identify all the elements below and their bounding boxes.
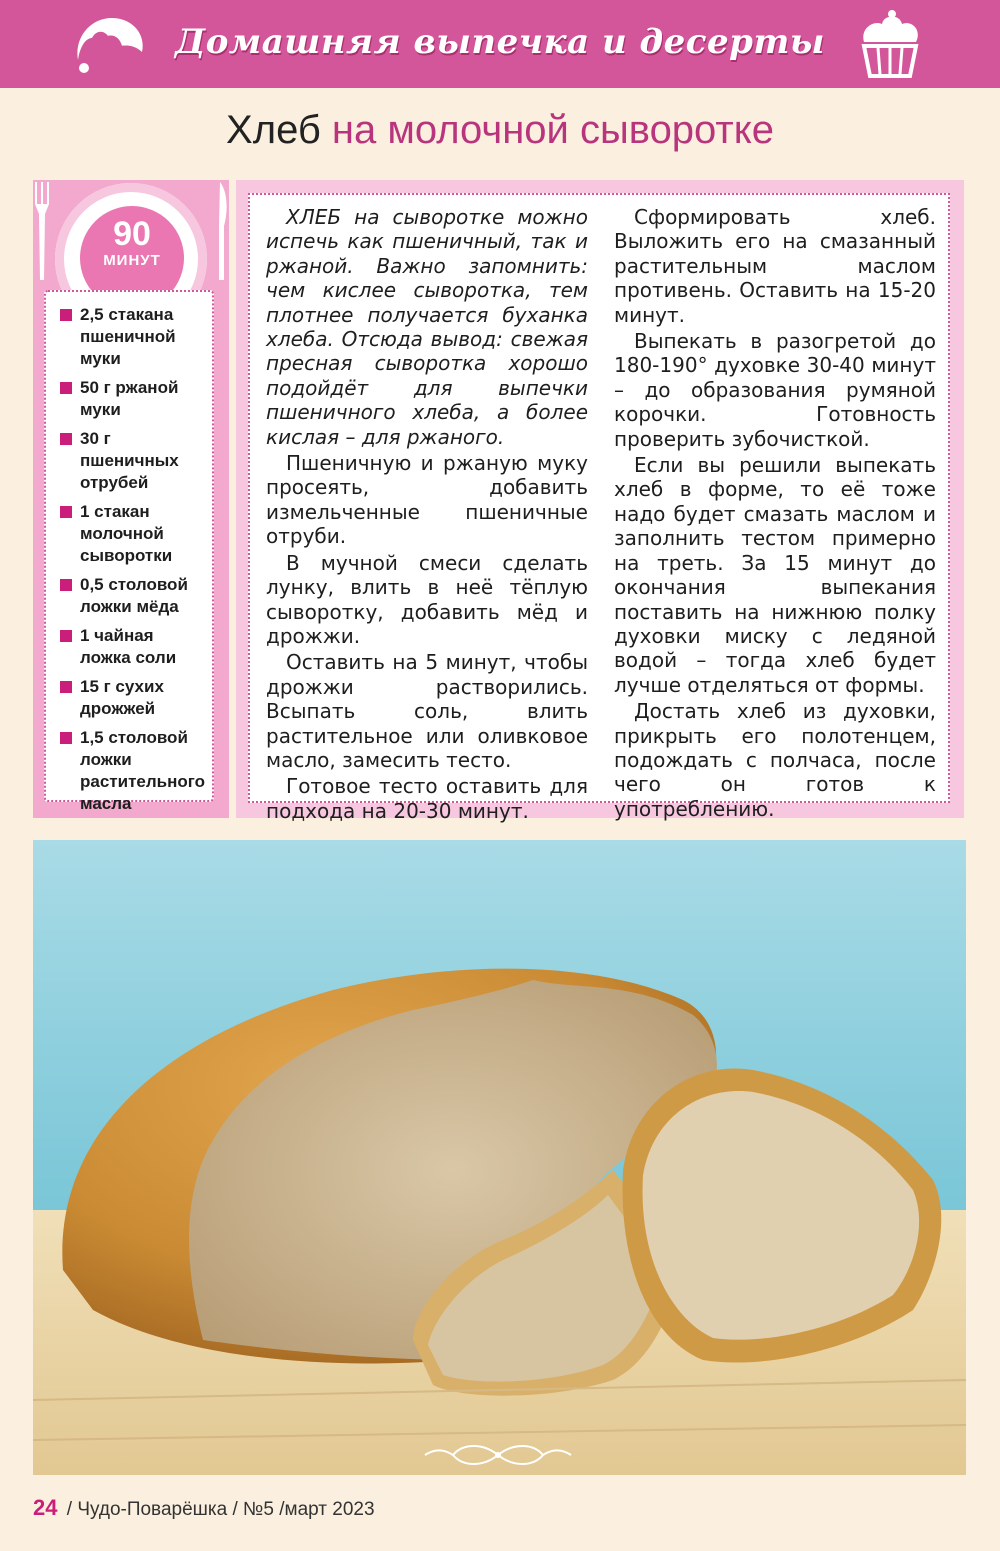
- bullet-square-icon: [60, 382, 72, 394]
- page-footer: [33, 1495, 375, 1521]
- time-value: 90: [113, 215, 151, 253]
- ingredient-item: 30 г пшеничных отрубей: [60, 428, 206, 494]
- section-title: Домашняя выпечка и десерты: [175, 22, 825, 62]
- bullet-square-icon: [60, 433, 72, 445]
- page-number: 24: [33, 1495, 58, 1520]
- recipe-intro: ХЛЕБ на сыворотке можно испечь как пшеничный, так и ржаной. Важно запомнить: чем кислее сыворотка, тем плотнее получается буханка хлеба. Отсюда вывод: свежая пресная сыворотка хорошо подойдёт для выпечки пшеничного хлеба, а более кислая – для ржаного.: [266, 205, 588, 449]
- ornament-icon: [423, 1441, 573, 1473]
- recipe-step: Сформировать хлеб. Выложить его на смазанный растительным маслом противень. Оставить на 15-20 минут.: [614, 205, 936, 327]
- recipe-step: Достать хлеб из духовки, прикрыть его полотенцем, подождать с полчаса, после чего он готов к употреблению.: [614, 699, 936, 821]
- recipe-step: Готовое тесто оставить для подхода на 20-30 минут.: [266, 774, 588, 823]
- bullet-square-icon: [60, 681, 72, 693]
- ingredient-item: 2,5 стакана пшеничной муки: [60, 304, 206, 370]
- ingredient-item: 0,5 столовой ложки мёда: [60, 574, 206, 618]
- section-banner: [0, 0, 1000, 88]
- time-unit: МИНУТ: [103, 252, 161, 269]
- page-title: [0, 108, 1000, 153]
- publication-info: / Чудо-Поварёшка / №5 /март 2023: [66, 1499, 375, 1520]
- recipe-column-left: [266, 205, 588, 825]
- fork-icon: [33, 182, 51, 286]
- bullet-square-icon: [60, 732, 72, 744]
- ingredient-item: 15 г сухих дрожжей: [60, 676, 206, 720]
- bullet-square-icon: [60, 579, 72, 591]
- ingredients-box: [44, 290, 214, 813]
- bread-photo: [33, 840, 966, 1475]
- bullet-square-icon: [60, 506, 72, 518]
- recipe-step: Если вы решили выпекать хлеб в форме, то её тоже надо будет смазать маслом и заполнить тестом примерно на треть. За 15 минут до окончания выпекания поставить на нижнюю полку духовки миску с ледяной водой – тогда хлеб будет лучше отделяться от формы.: [614, 453, 936, 697]
- ingredient-list: [60, 304, 206, 815]
- bullet-square-icon: [60, 309, 72, 321]
- ingredient-item: 50 г ржаной муки: [60, 377, 206, 421]
- ingredient-item: 1,5 столовой ложки растительного масла: [60, 727, 206, 815]
- recipe-step: Оставить на 5 минут, чтобы дрожжи растворились. Всыпать соль, влить растительное или оливковое масло, замесить тесто.: [266, 650, 588, 772]
- recipe-step: В мучной смеси сделать лунку, влить в неё тёплую сыворотку, добавить мёд и дрожжи.: [266, 550, 588, 648]
- ingredient-item: 1 чайная ложка соли: [60, 625, 206, 669]
- knife-icon: [212, 182, 230, 286]
- ingredient-item: 1 стакан молочной сыворотки: [60, 501, 206, 567]
- title-accent: на молочной сыворотке: [331, 108, 774, 152]
- bullet-square-icon: [60, 630, 72, 642]
- title-main: Хлеб: [226, 108, 321, 152]
- cupcake-icon: [850, 8, 930, 84]
- recipe-column-right: [614, 205, 936, 823]
- recipe-step: Пшеничную и ржаную муку просеять, добавить измельченные пшеничные отруби.: [266, 451, 588, 549]
- recipe-step: Выпекать в разогретой до 180-190° духовке 30-40 минут – до образования румяной корочки. Готовность проверить зубочисткой.: [614, 329, 936, 451]
